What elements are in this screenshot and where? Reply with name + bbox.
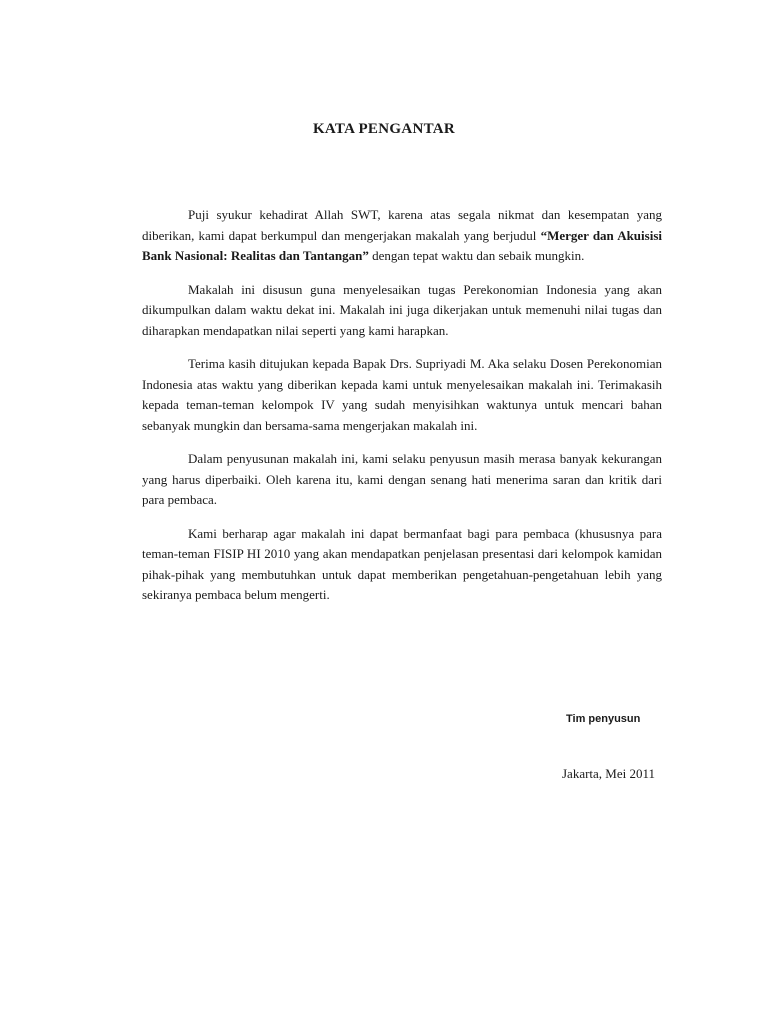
paragraph-4: Dalam penyusunan makalah ini, kami selaku penyusun masih merasa banyak kekurangan yang harus diperbaiki. Oleh karena itu, kami dengan senang hati menerima saran dan kritik dari para pembaca.	[142, 451, 662, 507]
paragraph-5: Kami berharap agar makalah ini dapat bermanfaat bagi para pembaca (khususnya para teman-teman FISIP HI 2010 yang akan mendapatkan penjelasan presentasi dari kelompok kamidan pihak-pihak yang membutuhkan untuk dapat memberikan pengetahuan-pengetahuan lebih yang sekiranya pembaca belum mengerti.	[142, 525, 662, 602]
paragraph-3: Terima kasih ditujukan kepada Bapak Drs. Supriyadi M. Aka selaku Dosen Perekonomian Indonesia atas waktu yang diberikan kepada kami untuk menyelesaikan makalah ini. Terimakasih kepada teman-teman kelompok IV yang sudah menyisihkan waktunya untuk mencari bahan sebanyak mungkin dan bersama-sama mengerjakan makalah ini.	[142, 356, 662, 433]
paragraph-1-bold-title: “Merger dan Akuisisi Bank Nasional: Realitas dan Tantangan”	[142, 227, 662, 263]
paragraph-1-text-start: Puji syukur kehadirat Allah SWT, karena atas segala nikmat dan kesempatan yang diberikan, kami dapat berkumpul dan mengerjakan makalah yang berjudul	[142, 207, 662, 243]
signer: Tim penyusun	[566, 713, 641, 725]
paragraph-1-text-end: dengan tepat waktu dan sebaik mungkin.	[368, 248, 585, 263]
paragraph-2: Makalah ini disusun guna menyelesaikan tugas Perekonomian Indonesia yang akan dikumpulkan dalam waktu dekat ini. Makalah ini juga dikerjakan untuk memenuhi nilai tugas dan diharapkan mendapatkan nilai seperti yang kami harapkan.	[142, 281, 662, 338]
document-title: KATA PENGANTAR	[312, 121, 456, 137]
document-body	[142, 205, 662, 619]
place-date: Jakarta, Mei 2011	[562, 766, 656, 781]
paragraph-1	[142, 205, 662, 267]
